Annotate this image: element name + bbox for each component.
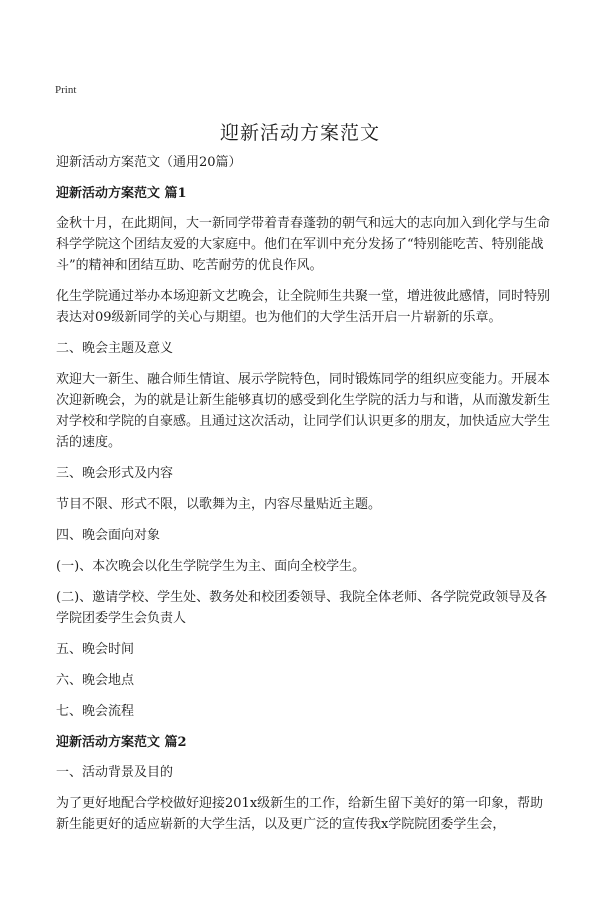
print-label: Print: [55, 84, 77, 96]
paragraph: 节目不限、形式不限，以歌舞为主，内容尽量贴近主题。: [56, 497, 382, 512]
list-item: 四、晚会面向对象: [56, 528, 161, 543]
paragraph: 欢迎大一新生、融合师生情谊、展示学院特色，同时锻炼同学的组织应变能力。开展本次迎新晚会，为的就是让新生能够真切的感受到化生学院的活力与和谐，从而激发新生对学校和学院的自豪感。且通过这次活动，让同学们认识更多的朋友，加快适应大学生活的速度。: [56, 372, 551, 450]
list-item: 三、晚会形式及内容: [56, 466, 174, 481]
list-item: (二)、邀请学校、学生处、教务处和校团委领导、我院全体老师、各学院党政领导及各学院团委学生会负责人: [56, 590, 548, 626]
list-item: (一)、本次晚会以化生学院学生为主、面向全校学生。: [56, 559, 366, 574]
list-item: 七、晚会流程: [56, 704, 135, 719]
section-heading-1: 迎新活动方案范文 篇1: [56, 186, 187, 201]
list-item: 一、活动背景及目的: [56, 765, 174, 780]
document-body: [56, 152, 550, 845]
document-subtitle: 迎新活动方案范文（通用20篇）: [56, 155, 242, 170]
paragraph: 化生学院通过举办本场迎新文艺晚会，让全院师生共聚一堂，增进彼此感情，同时特别表达对09级新同学的关心与期望。也为他们的大学生活开启一片崭新的乐章。: [56, 289, 551, 325]
paragraph: 金秋十月，在此期间，大一新同学带着青春蓬勃的朝气和远大的志向加入到化学与生命科学学院这个团结友爱的大家庭中。他们在军训中充分发扬了“特别能吃苦、特别能战斗”的精神和团结互助、吃苦耐劳的优良作风。: [56, 216, 551, 273]
list-item: 五、晚会时间: [56, 642, 135, 657]
list-item: 二、晚会主题及意义: [56, 341, 174, 356]
section-heading-2: 迎新活动方案范文 篇2: [56, 735, 187, 750]
paragraph: 为了更好地配合学校做好迎接201x级新生的工作，给新生留下美好的第一印象，帮助新生能更好的适应崭新的大学生活，以及更广泛的宣传我x学院院团委学生会，: [56, 796, 544, 832]
document-title: 迎新活动方案范文: [219, 122, 380, 144]
list-item: 六、晚会地点: [56, 673, 135, 688]
